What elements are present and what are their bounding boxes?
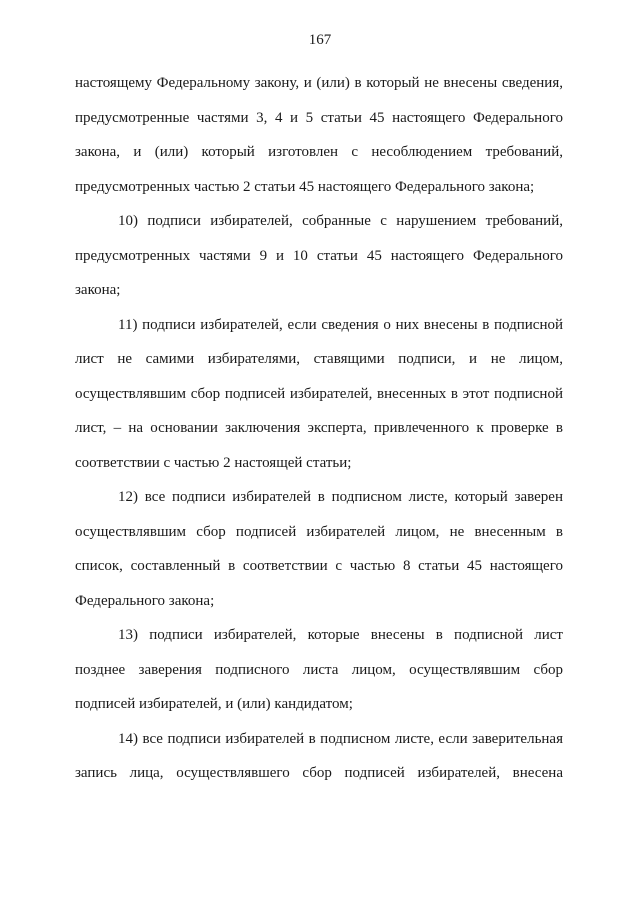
text-line: осуществлявшим сбор подписей избирателей, внесенных в этот подписной bbox=[75, 385, 563, 402]
text-line: закона, и (или) который изготовлен с несоблюдением требований, bbox=[75, 144, 563, 160]
text-line: закона; bbox=[75, 282, 121, 298]
paragraph-item-13 bbox=[75, 618, 563, 722]
paragraph-item-11 bbox=[75, 308, 563, 481]
text-line: лист, – на основании заключения эксперта, привлеченного к проверке в bbox=[75, 420, 563, 436]
page-number: 167 bbox=[308, 32, 332, 48]
text-line: 14) все подписи избирателей в подписном листе, если заверительная bbox=[118, 730, 563, 747]
text-line: список, составленный в соответствии с частью 8 статьи 45 настоящего bbox=[75, 558, 563, 574]
paragraph-item-14 bbox=[75, 722, 563, 791]
paragraph-item-12 bbox=[75, 480, 563, 618]
text-line: подписей избирателей, и (или) кандидатом; bbox=[75, 696, 353, 712]
text-line: предусмотренные частями 3, 4 и 5 статьи 45 настоящего Федерального bbox=[75, 109, 563, 126]
text-line: лист не самими избирателями, ставящими подписи, и не лицом, bbox=[75, 351, 563, 367]
text-line: Федерального закона; bbox=[75, 592, 215, 609]
document-body bbox=[75, 66, 563, 791]
text-line: 11) подписи избирателей, если сведения о них внесены в подписной bbox=[118, 316, 563, 333]
text-line: запись лица, осуществлявшего сбор подписей избирателей, внесена bbox=[75, 765, 563, 781]
text-line: осуществлявшим сбор подписей избирателей лицом, не внесенным в bbox=[75, 523, 563, 540]
text-line: 13) подписи избирателей, которые внесены в подписной лист bbox=[118, 627, 563, 643]
paragraph-item-10 bbox=[75, 204, 563, 308]
paragraph-continuation bbox=[75, 66, 563, 204]
text-line: 10) подписи избирателей, собранные с нарушением требований, bbox=[118, 213, 563, 229]
text-line: предусмотренных частью 2 статьи 45 настоящего Федерального закона; bbox=[75, 178, 535, 195]
text-line: предусмотренных частями 9 и 10 статьи 45 настоящего Федерального bbox=[75, 247, 563, 264]
text-line: позднее заверения подписного листа лицом, осуществлявшим сбор bbox=[75, 661, 563, 678]
text-line: соответствии с частью 2 настоящей статьи; bbox=[75, 454, 352, 471]
text-line: настоящему Федеральному закону, и (или) в который не внесены сведения, bbox=[75, 75, 563, 91]
text-line: 12) все подписи избирателей в подписном листе, который заверен bbox=[118, 489, 563, 505]
